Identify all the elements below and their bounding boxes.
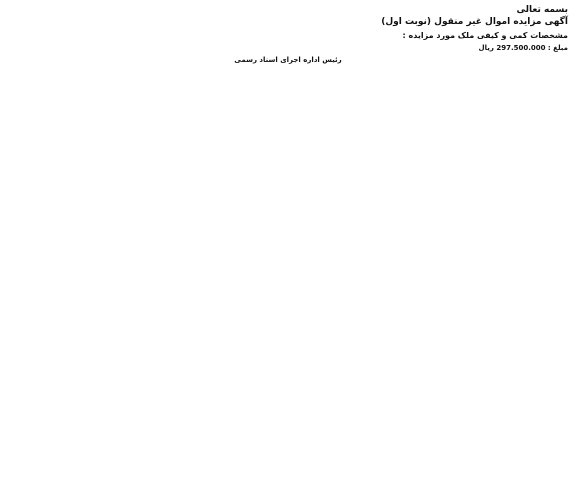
property-spec-title: مشخصات کمی و کیفی ملک مورد مزایده : <box>402 31 568 40</box>
notice-title: آگهی مزایده اموال غیر منقول (نوبت اول) <box>381 17 568 27</box>
signature-line: رئیس اداره اجرای اسناد رسمی <box>234 56 342 64</box>
notice-label: بسمه تعالی <box>516 5 568 15</box>
auction-amount: مبلغ : 297.500.000 ریال <box>478 44 568 52</box>
